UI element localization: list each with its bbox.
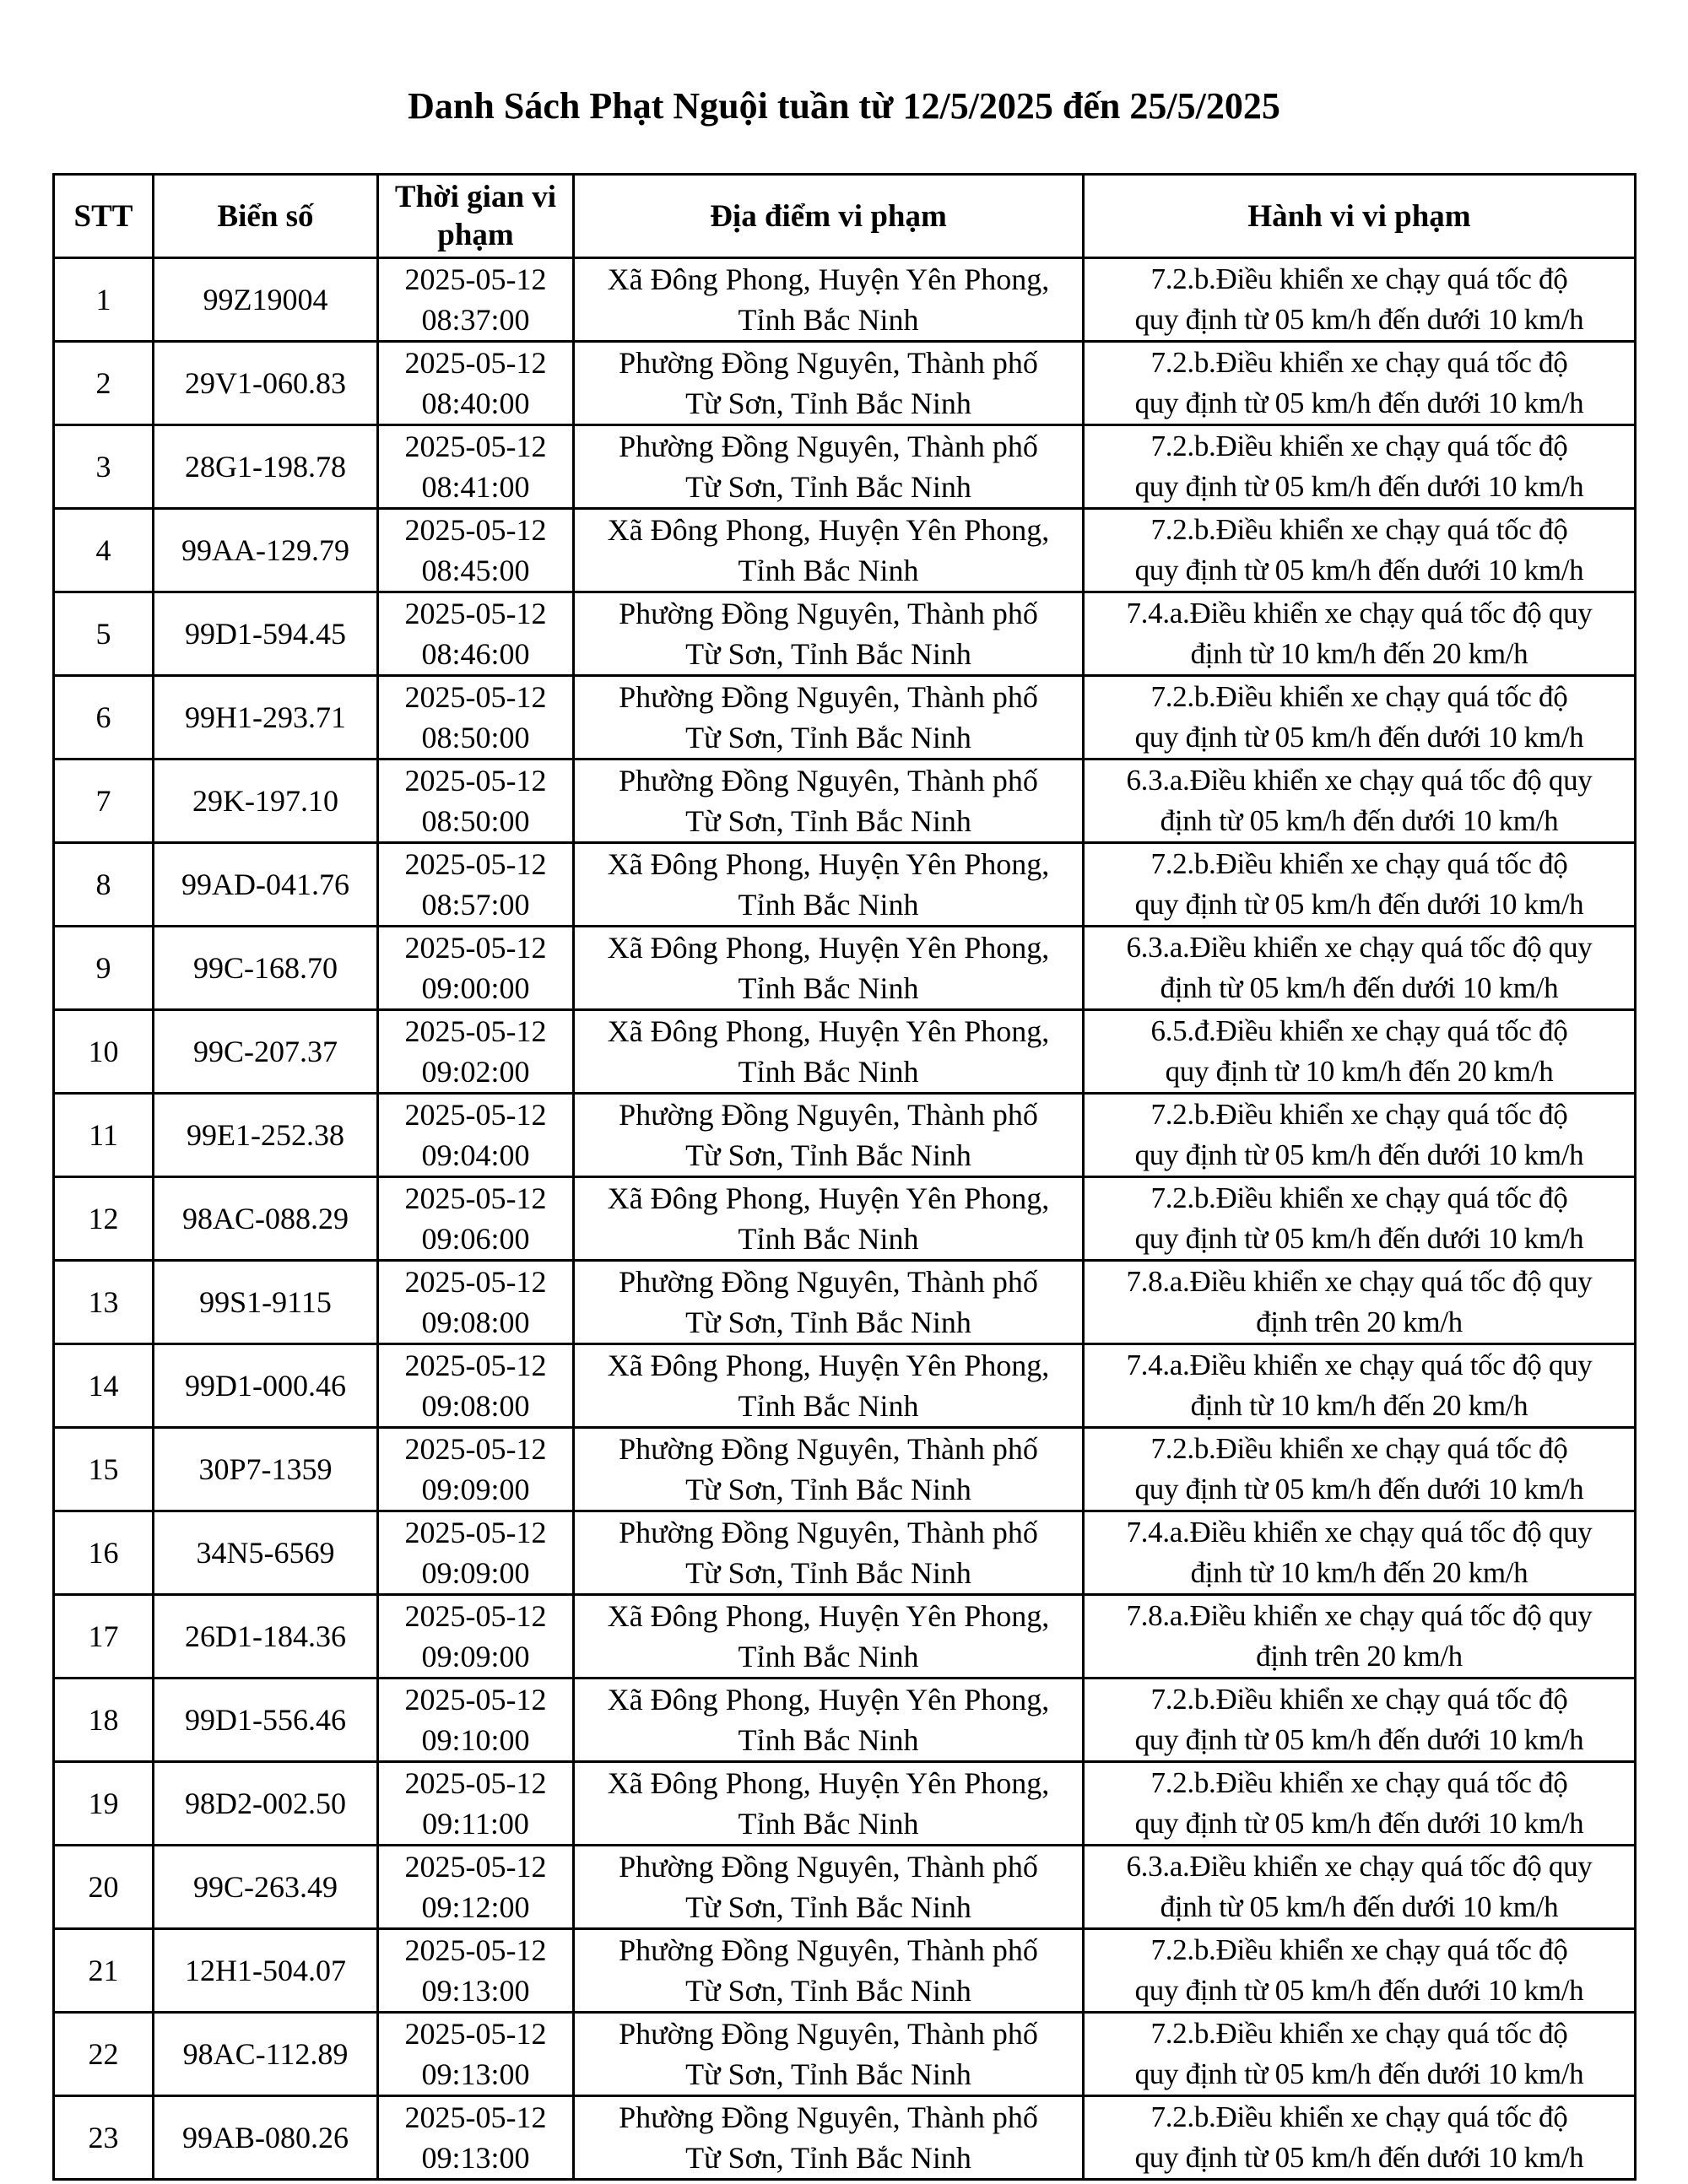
table-header	[54, 175, 1636, 258]
cell-time: 2025-05-12 09:13:00	[378, 1929, 574, 2013]
cell-violation: 7.2.b.Điều khiển xe chạy quá tốc độ quy định từ 05 km/h đến dưới 10 km/h	[1084, 258, 1636, 342]
cell-time: 2025-05-12 09:09:00	[378, 1595, 574, 1679]
cell-plate: 99C-168.70	[154, 927, 378, 1010]
cell-violation: 7.2.b.Điều khiển xe chạy quá tốc độ quy định từ 05 km/h đến dưới 10 km/h	[1084, 342, 1636, 425]
cell-plate: 99AD-041.76	[154, 843, 378, 927]
cell-plate: 99S1-9115	[154, 1261, 378, 1344]
column-header-violation: Hành vi vi phạm	[1084, 175, 1636, 258]
cell-violation: 7.2.b.Điều khiển xe chạy quá tốc độ quy định từ 05 km/h đến dưới 10 km/h	[1084, 509, 1636, 592]
cell-plate: 99H1-293.71	[154, 676, 378, 760]
cell-place: Xã Đông Phong, Huyện Yên Phong, Tỉnh Bắc Ninh	[574, 1344, 1084, 1428]
cell-plate: 98AC-088.29	[154, 1177, 378, 1261]
cell-violation: 7.2.b.Điều khiển xe chạy quá tốc độ quy định từ 05 km/h đến dưới 10 km/h	[1084, 2096, 1636, 2180]
cell-time: 2025-05-12 09:12:00	[378, 1846, 574, 1929]
cell-violation: 7.2.b.Điều khiển xe chạy quá tốc độ quy định từ 05 km/h đến dưới 10 km/h	[1084, 1094, 1636, 1177]
cell-stt: 14	[54, 1344, 154, 1428]
cell-stt: 16	[54, 1511, 154, 1595]
table-row	[54, 1679, 1636, 1762]
cell-place: Xã Đông Phong, Huyện Yên Phong, Tỉnh Bắc Ninh	[574, 927, 1084, 1010]
cell-time: 2025-05-12 08:45:00	[378, 509, 574, 592]
table-body	[54, 258, 1636, 2180]
table-row	[54, 1929, 1636, 2013]
cell-place: Phường Đồng Nguyên, Thành phố Từ Sơn, Tỉnh Bắc Ninh	[574, 342, 1084, 425]
cell-stt: 3	[54, 425, 154, 509]
cell-violation: 7.2.b.Điều khiển xe chạy quá tốc độ quy định từ 05 km/h đến dưới 10 km/h	[1084, 1428, 1636, 1511]
cell-violation: 6.3.a.Điều khiển xe chạy quá tốc độ quy định từ 05 km/h đến dưới 10 km/h	[1084, 927, 1636, 1010]
cell-place: Xã Đông Phong, Huyện Yên Phong, Tỉnh Bắc Ninh	[574, 1177, 1084, 1261]
cell-time: 2025-05-12 09:08:00	[378, 1261, 574, 1344]
cell-plate: 26D1-184.36	[154, 1595, 378, 1679]
cell-place: Xã Đông Phong, Huyện Yên Phong, Tỉnh Bắc Ninh	[574, 258, 1084, 342]
cell-violation: 7.8.a.Điều khiển xe chạy quá tốc độ quy định trên 20 km/h	[1084, 1261, 1636, 1344]
cell-time: 2025-05-12 09:06:00	[378, 1177, 574, 1261]
cell-violation: 6.3.a.Điều khiển xe chạy quá tốc độ quy định từ 05 km/h đến dưới 10 km/h	[1084, 1846, 1636, 1929]
table-row	[54, 927, 1636, 1010]
cell-stt: 7	[54, 760, 154, 843]
cell-stt: 10	[54, 1010, 154, 1094]
cell-stt: 1	[54, 258, 154, 342]
table-row	[54, 1846, 1636, 1929]
cell-place: Phường Đồng Nguyên, Thành phố Từ Sơn, Tỉnh Bắc Ninh	[574, 425, 1084, 509]
table-row	[54, 676, 1636, 760]
cell-place: Phường Đồng Nguyên, Thành phố Từ Sơn, Tỉnh Bắc Ninh	[574, 1094, 1084, 1177]
page-title: Danh Sách Phạt Nguội tuần từ 12/5/2025 đến 25/5/2025	[408, 85, 1280, 127]
cell-stt: 17	[54, 1595, 154, 1679]
cell-violation: 7.2.b.Điều khiển xe chạy quá tốc độ quy định từ 05 km/h đến dưới 10 km/h	[1084, 2013, 1636, 2096]
cell-place: Phường Đồng Nguyên, Thành phố Từ Sơn, Tỉnh Bắc Ninh	[574, 1929, 1084, 2013]
cell-time: 2025-05-12 08:41:00	[378, 425, 574, 509]
cell-stt: 6	[54, 676, 154, 760]
cell-place: Xã Đông Phong, Huyện Yên Phong, Tỉnh Bắc Ninh	[574, 509, 1084, 592]
table-row	[54, 1511, 1636, 1595]
cell-time: 2025-05-12 08:57:00	[378, 843, 574, 927]
cell-stt: 13	[54, 1261, 154, 1344]
cell-stt: 21	[54, 1929, 154, 2013]
header-row	[54, 175, 1636, 258]
cell-stt: 4	[54, 509, 154, 592]
table-row	[54, 258, 1636, 342]
table-row	[54, 2096, 1636, 2180]
cell-stt: 2	[54, 342, 154, 425]
cell-stt: 15	[54, 1428, 154, 1511]
violations-table	[52, 173, 1637, 2181]
cell-plate: 99AA-129.79	[154, 509, 378, 592]
table-row	[54, 1094, 1636, 1177]
table-row	[54, 1762, 1636, 1846]
cell-place: Xã Đông Phong, Huyện Yên Phong, Tỉnh Bắc Ninh	[574, 1010, 1084, 1094]
cell-time: 2025-05-12 09:00:00	[378, 927, 574, 1010]
cell-plate: 99E1-252.38	[154, 1094, 378, 1177]
table-row	[54, 760, 1636, 843]
table-row	[54, 1261, 1636, 1344]
cell-place: Xã Đông Phong, Huyện Yên Phong, Tỉnh Bắc Ninh	[574, 1595, 1084, 1679]
cell-plate: 34N5-6569	[154, 1511, 378, 1595]
cell-place: Phường Đồng Nguyên, Thành phố Từ Sơn, Tỉnh Bắc Ninh	[574, 1428, 1084, 1511]
cell-plate: 29V1-060.83	[154, 342, 378, 425]
cell-violation: 7.2.b.Điều khiển xe chạy quá tốc độ quy định từ 05 km/h đến dưới 10 km/h	[1084, 425, 1636, 509]
cell-place: Phường Đồng Nguyên, Thành phố Từ Sơn, Tỉnh Bắc Ninh	[574, 1846, 1084, 1929]
cell-time: 2025-05-12 09:13:00	[378, 2096, 574, 2180]
table-row	[54, 1010, 1636, 1094]
cell-stt: 9	[54, 927, 154, 1010]
cell-time: 2025-05-12 09:13:00	[378, 2013, 574, 2096]
cell-stt: 23	[54, 2096, 154, 2180]
table-row	[54, 843, 1636, 927]
table-row	[54, 425, 1636, 509]
table-row	[54, 1428, 1636, 1511]
cell-place: Xã Đông Phong, Huyện Yên Phong, Tỉnh Bắc Ninh	[574, 843, 1084, 927]
cell-time: 2025-05-12 09:11:00	[378, 1762, 574, 1846]
cell-place: Phường Đồng Nguyên, Thành phố Từ Sơn, Tỉnh Bắc Ninh	[574, 592, 1084, 676]
cell-violation: 7.2.b.Điều khiển xe chạy quá tốc độ quy định từ 05 km/h đến dưới 10 km/h	[1084, 676, 1636, 760]
cell-time: 2025-05-12 09:02:00	[378, 1010, 574, 1094]
cell-time: 2025-05-12 08:50:00	[378, 676, 574, 760]
cell-violation: 7.2.b.Điều khiển xe chạy quá tốc độ quy định từ 05 km/h đến dưới 10 km/h	[1084, 1679, 1636, 1762]
cell-violation: 7.4.a.Điều khiển xe chạy quá tốc độ quy định từ 10 km/h đến 20 km/h	[1084, 1511, 1636, 1595]
cell-place: Phường Đồng Nguyên, Thành phố Từ Sơn, Tỉnh Bắc Ninh	[574, 2013, 1084, 2096]
cell-plate: 29K-197.10	[154, 760, 378, 843]
cell-stt: 11	[54, 1094, 154, 1177]
cell-stt: 12	[54, 1177, 154, 1261]
cell-stt: 8	[54, 843, 154, 927]
cell-place: Xã Đông Phong, Huyện Yên Phong, Tỉnh Bắc Ninh	[574, 1762, 1084, 1846]
cell-time: 2025-05-12 09:08:00	[378, 1344, 574, 1428]
column-header-time: Thời gian vi phạm	[378, 175, 574, 258]
table-row	[54, 1344, 1636, 1428]
cell-plate: 99C-263.49	[154, 1846, 378, 1929]
cell-violation: 7.8.a.Điều khiển xe chạy quá tốc độ quy định trên 20 km/h	[1084, 1595, 1636, 1679]
cell-stt: 20	[54, 1846, 154, 1929]
cell-violation: 7.4.a.Điều khiển xe chạy quá tốc độ quy định từ 10 km/h đến 20 km/h	[1084, 592, 1636, 676]
cell-time: 2025-05-12 08:37:00	[378, 258, 574, 342]
cell-time: 2025-05-12 09:09:00	[378, 1428, 574, 1511]
cell-time: 2025-05-12 09:04:00	[378, 1094, 574, 1177]
column-header-plate: Biển số	[154, 175, 378, 258]
cell-violation: 7.2.b.Điều khiển xe chạy quá tốc độ quy định từ 05 km/h đến dưới 10 km/h	[1084, 843, 1636, 927]
column-header-place: Địa điểm vi phạm	[574, 175, 1084, 258]
table-row	[54, 2013, 1636, 2096]
cell-plate: 99C-207.37	[154, 1010, 378, 1094]
cell-plate: 98AC-112.89	[154, 2013, 378, 2096]
cell-plate: 99D1-556.46	[154, 1679, 378, 1762]
table-row	[54, 1177, 1636, 1261]
cell-plate: 12H1-504.07	[154, 1929, 378, 2013]
cell-plate: 99D1-000.46	[154, 1344, 378, 1428]
table-row	[54, 592, 1636, 676]
table-row	[54, 1595, 1636, 1679]
cell-place: Phường Đồng Nguyên, Thành phố Từ Sơn, Tỉnh Bắc Ninh	[574, 676, 1084, 760]
cell-time: 2025-05-12 09:10:00	[378, 1679, 574, 1762]
cell-plate: 98D2-002.50	[154, 1762, 378, 1846]
cell-plate: 28G1-198.78	[154, 425, 378, 509]
table-row	[54, 342, 1636, 425]
cell-stt: 5	[54, 592, 154, 676]
cell-time: 2025-05-12 08:40:00	[378, 342, 574, 425]
cell-place: Phường Đồng Nguyên, Thành phố Từ Sơn, Tỉnh Bắc Ninh	[574, 1511, 1084, 1595]
cell-stt: 19	[54, 1762, 154, 1846]
column-header-stt: STT	[54, 175, 154, 258]
cell-plate: 99AB-080.26	[154, 2096, 378, 2180]
cell-time: 2025-05-12 08:50:00	[378, 760, 574, 843]
cell-violation: 6.3.a.Điều khiển xe chạy quá tốc độ quy định từ 05 km/h đến dưới 10 km/h	[1084, 760, 1636, 843]
cell-violation: 6.5.đ.Điều khiển xe chạy quá tốc độ quy định từ 10 km/h đến 20 km/h	[1084, 1010, 1636, 1094]
cell-place: Phường Đồng Nguyên, Thành phố Từ Sơn, Tỉnh Bắc Ninh	[574, 760, 1084, 843]
cell-time: 2025-05-12 08:46:00	[378, 592, 574, 676]
cell-place: Phường Đồng Nguyên, Thành phố Từ Sơn, Tỉnh Bắc Ninh	[574, 2096, 1084, 2180]
cell-stt: 18	[54, 1679, 154, 1762]
cell-plate: 30P7-1359	[154, 1428, 378, 1511]
cell-violation: 7.2.b.Điều khiển xe chạy quá tốc độ quy định từ 05 km/h đến dưới 10 km/h	[1084, 1929, 1636, 2013]
cell-plate: 99Z19004	[154, 258, 378, 342]
table-row	[54, 509, 1636, 592]
cell-place: Xã Đông Phong, Huyện Yên Phong, Tỉnh Bắc Ninh	[574, 1679, 1084, 1762]
cell-plate: 99D1-594.45	[154, 592, 378, 676]
cell-violation: 7.4.a.Điều khiển xe chạy quá tốc độ quy định từ 10 km/h đến 20 km/h	[1084, 1344, 1636, 1428]
cell-time: 2025-05-12 09:09:00	[378, 1511, 574, 1595]
cell-place: Phường Đồng Nguyên, Thành phố Từ Sơn, Tỉnh Bắc Ninh	[574, 1261, 1084, 1344]
cell-stt: 22	[54, 2013, 154, 2096]
cell-violation: 7.2.b.Điều khiển xe chạy quá tốc độ quy định từ 05 km/h đến dưới 10 km/h	[1084, 1762, 1636, 1846]
cell-violation: 7.2.b.Điều khiển xe chạy quá tốc độ quy định từ 05 km/h đến dưới 10 km/h	[1084, 1177, 1636, 1261]
